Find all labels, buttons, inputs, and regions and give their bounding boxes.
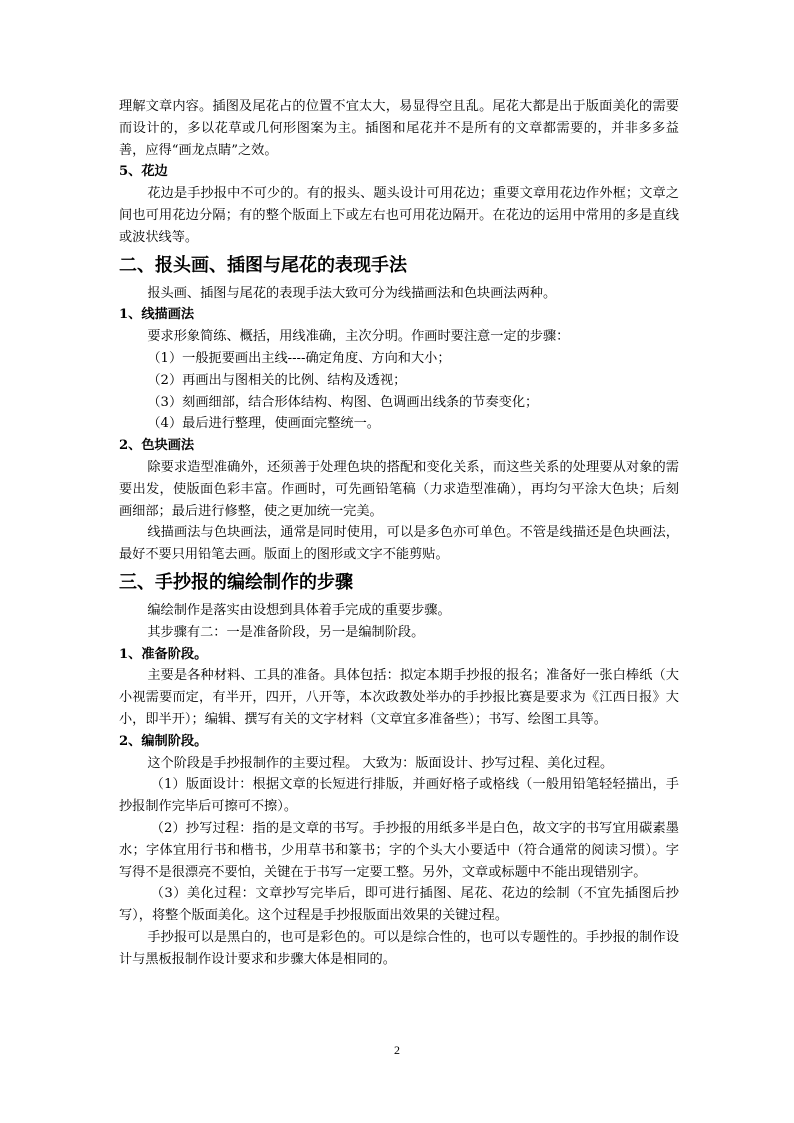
paragraph: （4）最后进行整理，使画面完整统一。 <box>147 416 380 432</box>
subsection-heading: 1、线描画法 <box>119 307 195 323</box>
paragraph: 这个阶段是手抄报制作的主要过程。 大致为：版面设计、抄写过程、美化过程。 <box>147 755 614 771</box>
paragraph: （2）抄写过程：指的是文章的书写。手抄报的用纸多半是白色，故文字的书写宜用碳素墨水；字体宜用行书和楷书，少用草书和篆书；字的个头大小要适中（符合通常的阅读习惯）。字写得不是很漂亮不要怕，关键在于书写一定要工整。另外，文章或标题中不能出现错别字。 <box>119 820 679 880</box>
paragraph: 要求形象简练、概括，用线准确，主次分明。作画时要注意一定的步骤： <box>147 329 570 345</box>
subsection-heading: 1、准备阶段。 <box>119 646 208 662</box>
paragraph: 报头画、插图与尾花的表现手法大致可分为线描画法和色块画法两种。 <box>147 285 557 301</box>
document-body <box>119 96 679 970</box>
paragraph: 除要求造型准确外，还须善于处理色块的搭配和变化关系，而这些关系的处理要从对象的需要出发，使版面色彩丰富。作画时，可先画铅笔稿（力求造型准确），再均匀平涂大色块；后刻画细部；最后进行修整，使之更加统一完美。 <box>119 459 679 519</box>
paragraph: （1）版面设计：根据文章的长短进行排版，并画好格子或格线（一般用铅笔轻轻描出，手抄报制作完毕后可擦可不擦）。 <box>119 777 679 815</box>
subsection-heading: 2、色块画法 <box>119 438 195 454</box>
paragraph: （3）美化过程：文章抄写完毕后，即可进行插图、尾花、花边的绘制（不宜先插图后抄写），将整个版面美化。这个过程是手抄报版面出效果的关键过程。 <box>119 886 679 924</box>
paragraph: （3）刻画细部，结合形体结构、构图、色调画出线条的节奏变化； <box>147 394 539 410</box>
section-heading: 三、手抄报的编绘制作的步骤 <box>119 571 353 593</box>
paragraph: 理解文章内容。插图及尾花占的位置不宜太大，易显得空且乱。尾花大都是出于版面美化的需要而设计的，多以花草或几何形图案为主。插图和尾花并不是所有的文章都需要的，并非多多益善，应得“画龙点睛”之效。 <box>119 99 679 158</box>
paragraph: （2）再画出与图相关的比例、结构及透视； <box>147 372 407 388</box>
section-heading: 二、报头画、插图与尾花的表现手法 <box>119 254 407 276</box>
subsection-heading: 2、编制阶段。 <box>119 733 208 749</box>
subsection-heading: 5、花边 <box>119 164 168 180</box>
paragraph: 花边是手抄报中不可少的。有的报头、题头设计可用花边；重要文章用花边作外框；文章之间也可用花边分隔；有的整个版面上下或左右也可用花边隔开。在花边的运用中常用的多是直线或波状线等。 <box>119 186 679 245</box>
paragraph: （1）一般扼要画出主线----确定角度、方向和大小； <box>147 350 451 366</box>
page-number: 2 <box>394 1043 400 1057</box>
paragraph: 手抄报可以是黑白的，也可是彩色的。可以是综合性的，也可以专题性的。手抄报的制作设计与黑板报制作设计要求和步骤大体是相同的。 <box>119 929 679 967</box>
paragraph: 线描画法与色块画法，通常是同时使用，可以是多色亦可单色。不管是线描还是色块画法，最好不要只用铅笔去画。版面上的图形或文字不能剪贴。 <box>119 525 679 563</box>
paragraph: 编绘制作是落实由设想到具体着手完成的重要步骤。 <box>147 602 451 618</box>
paragraph: 主要是各种材料、工具的准备。具体包括：拟定本期手抄报的报名；准备好一张白棒纸（大小视需要而定，有半开，四开，八开等，本次政教处举办的手抄报比赛是要求为《江西日报》大小，即半开）；编辑、撰写有关的文字材料（文章宜多准备些）；书写、绘图工具等。 <box>119 668 679 727</box>
paragraph: 其步骤有二：一是准备阶段，另一是编制阶段。 <box>147 624 425 640</box>
